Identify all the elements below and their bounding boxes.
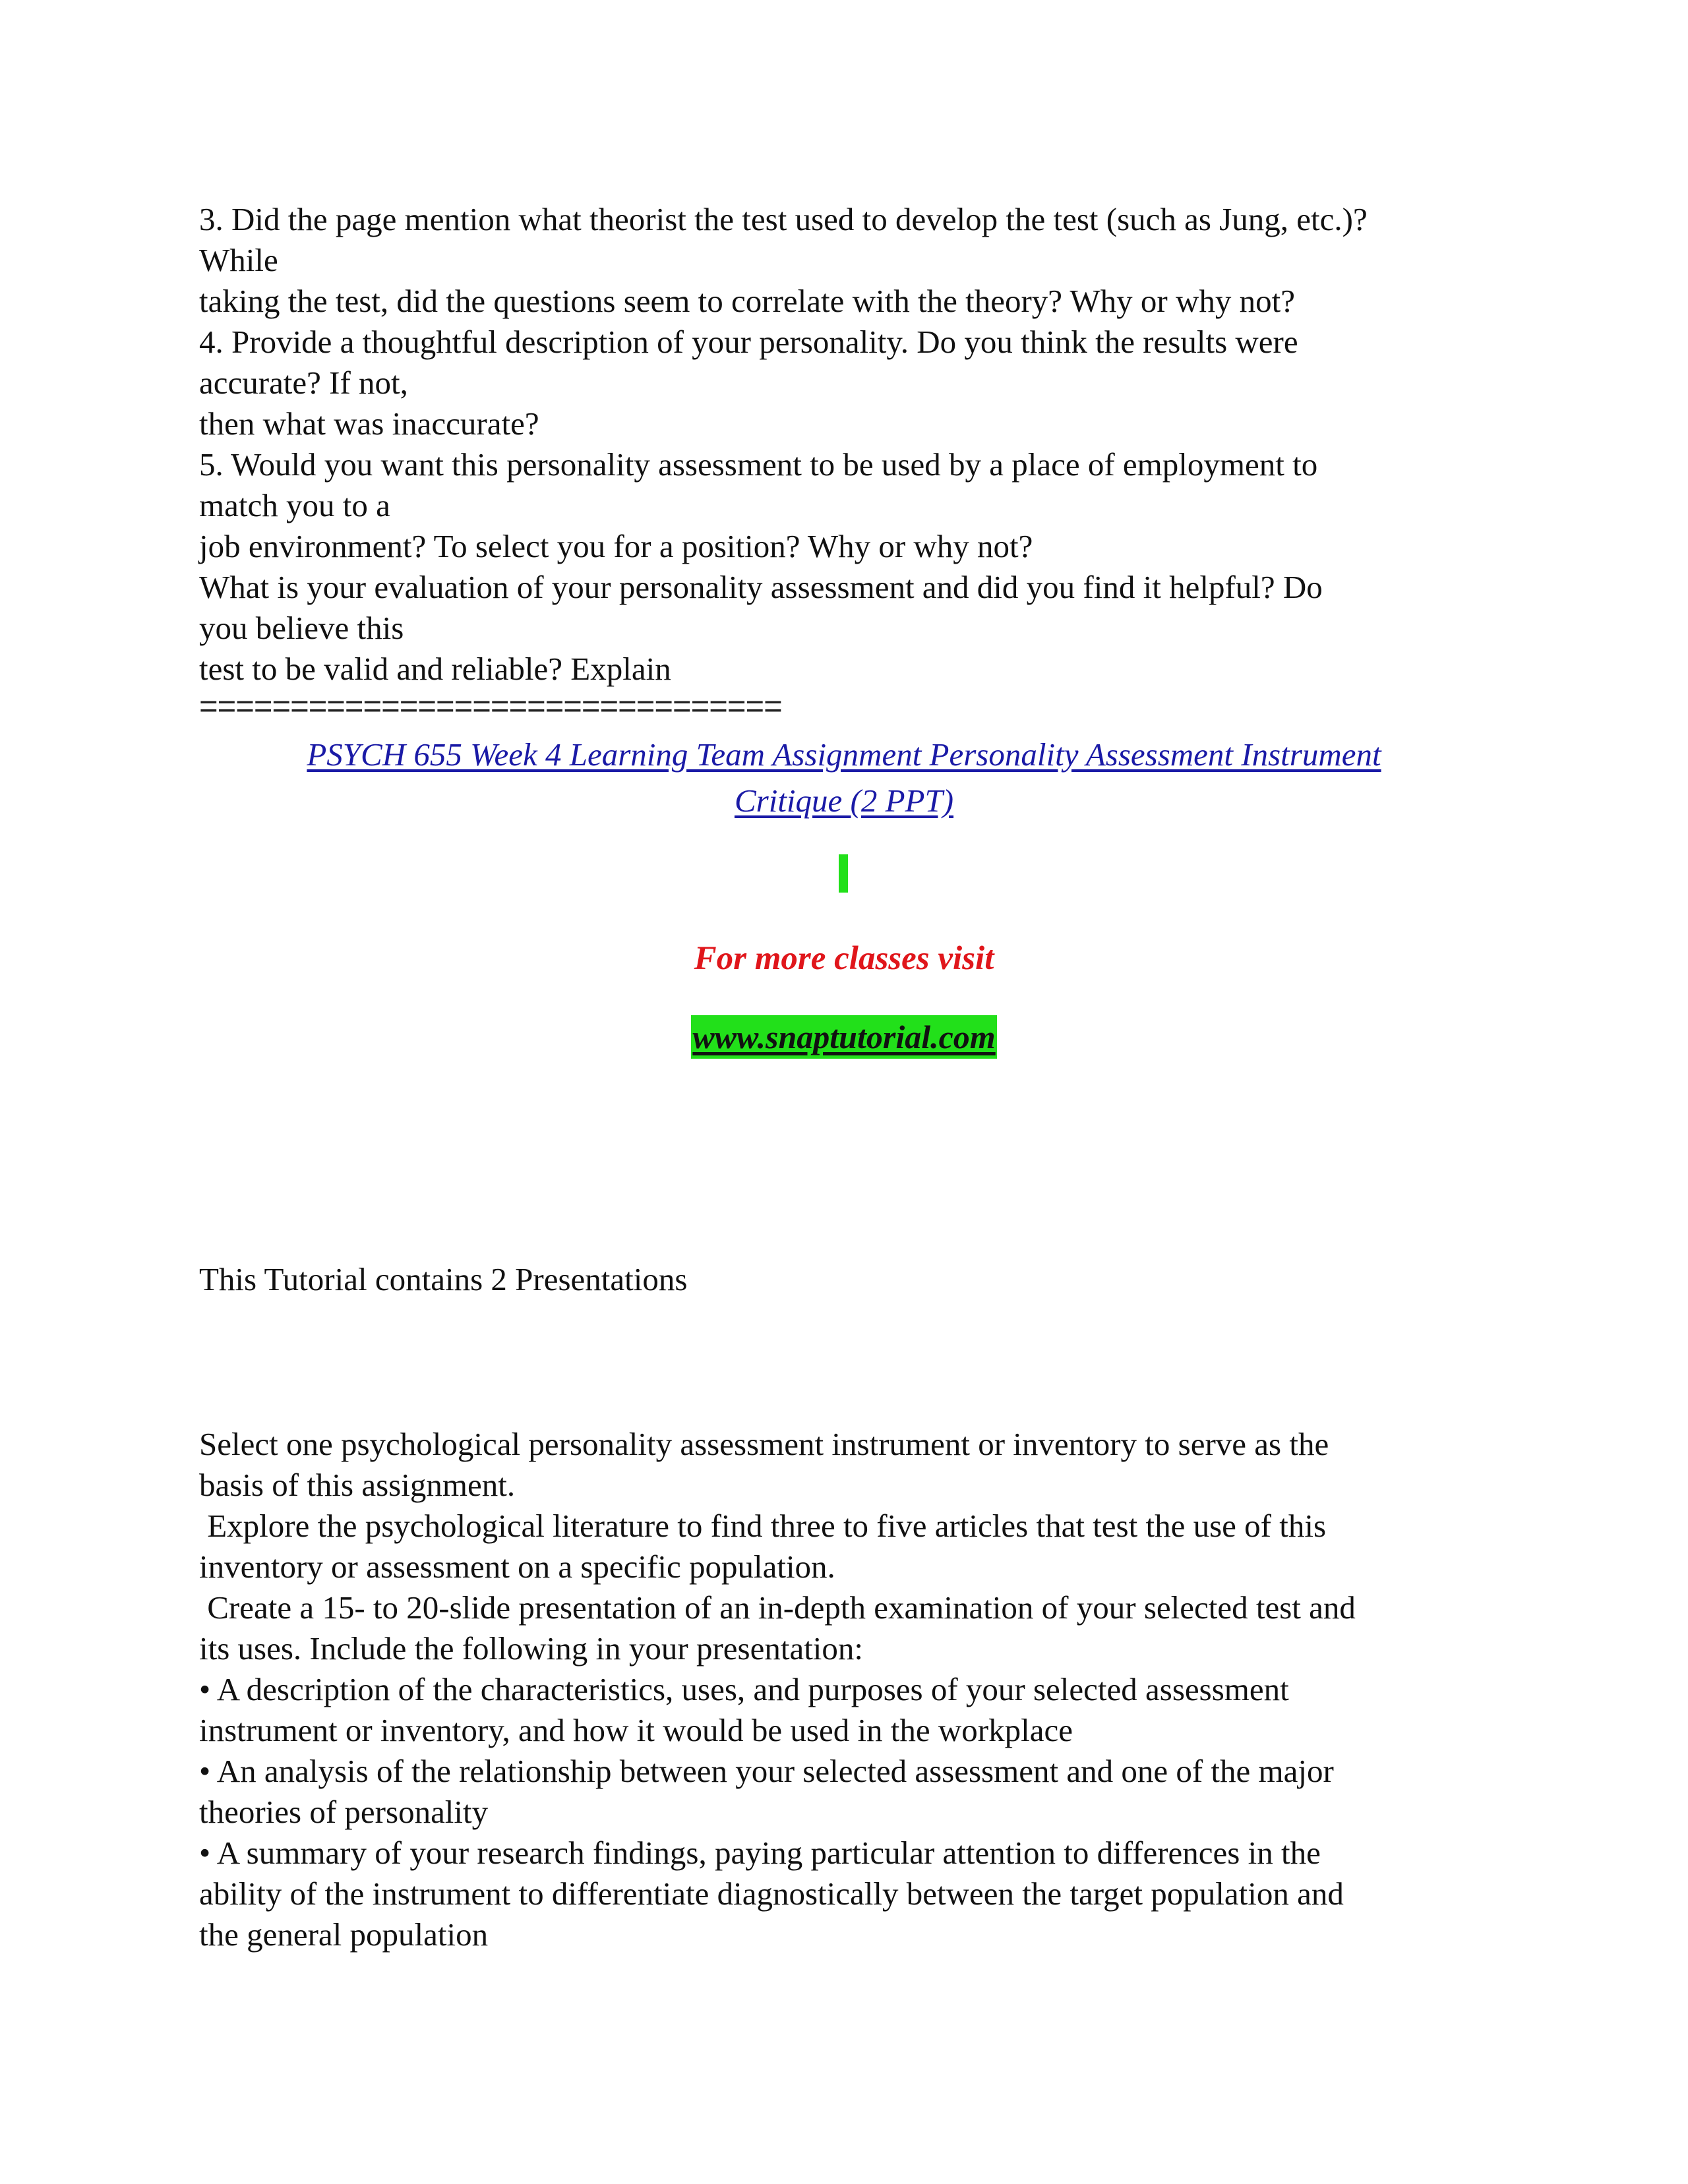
assignment-line: Select one psychological personality assessment instrument or inventory to serve as the	[199, 1426, 1329, 1462]
question-line: 5. Would you want this personality assessment to be used by a place of employment to	[199, 446, 1318, 483]
green-marker-bar	[839, 854, 848, 893]
question-line: While	[199, 242, 278, 278]
question-line: you believe this	[199, 610, 404, 646]
question-line: What is your evaluation of your personality assessment and did you find it helpful? Do	[199, 569, 1323, 605]
assignment-line: ability of the instrument to differentiate diagnostically between the target population and	[199, 1875, 1344, 1912]
assignment-line: theories of personality	[199, 1794, 489, 1830]
question-line: 4. Provide a thoughtful description of your personality. Do you think the results were	[199, 324, 1298, 360]
question-line: match you to a	[199, 487, 390, 523]
assignment-line: • A summary of your research findings, paying particular attention to differences in the	[199, 1835, 1321, 1871]
assignment-line: basis of this assignment.	[199, 1467, 516, 1503]
question-line: job environment? To select you for a position? Why or why not?	[199, 528, 1033, 564]
assignment-line: Explore the psychological literature to find three to five articles that test the use of this	[199, 1508, 1327, 1544]
assignment-line: its uses. Include the following in your presentation:	[199, 1630, 864, 1667]
course-link-line-2[interactable]: Critique (2 PPT)	[734, 782, 954, 819]
website-container	[185, 1015, 1503, 1059]
course-link-line-1[interactable]: PSYCH 655 Week 4 Learning Team Assignment Personality Assessment Instrument	[307, 736, 1381, 773]
assignment-line: • A description of the characteristics, uses, and purposes of your selected assessment	[199, 1671, 1289, 1707]
assignment-block	[199, 1424, 1518, 1955]
assignment-line: instrument or inventory, and how it would be used in the workplace	[199, 1712, 1073, 1748]
question-line: test to be valid and reliable? Explain	[199, 651, 671, 687]
assignment-line: inventory or assessment on a specific population.	[199, 1549, 835, 1585]
separator-line: ================================	[199, 689, 782, 724]
assignment-line: the general population	[199, 1916, 489, 1953]
assignment-line: Create a 15- to 20-slide presentation of an in-depth examination of your selected test and	[199, 1589, 1356, 1626]
course-link[interactable]	[185, 732, 1503, 824]
question-line: accurate? If not,	[199, 365, 408, 401]
question-line: taking the test, did the questions seem to correlate with the theory? Why or why not?	[199, 283, 1295, 319]
question-line: 3. Did the page mention what theorist the test used to develop the test (such as Jung, etc.)?	[199, 201, 1368, 237]
questions-block	[199, 199, 1518, 690]
question-line: then what was inaccurate?	[199, 405, 539, 442]
website-link[interactable]: www.snaptutorial.com	[691, 1015, 996, 1059]
tutorial-note: This Tutorial contains 2 Presentations	[199, 1261, 688, 1297]
more-classes-text: For more classes visit	[694, 940, 994, 977]
assignment-line: • An analysis of the relationship between your selected assessment and one of the major	[199, 1753, 1334, 1789]
